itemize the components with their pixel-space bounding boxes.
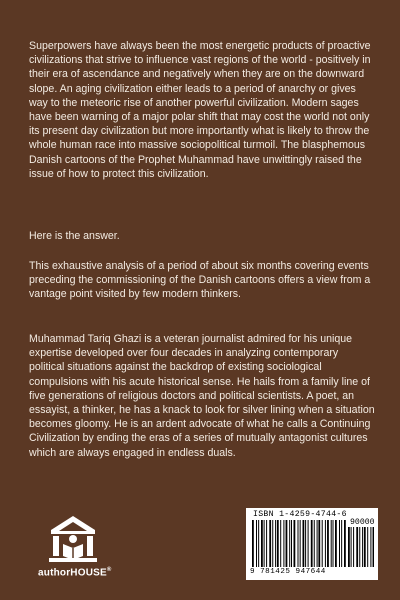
barcode-bar xyxy=(252,520,254,567)
price-code: 90000 xyxy=(350,518,375,527)
publisher-name: authorHOUSE® xyxy=(38,567,112,579)
authorhouse-building-icon xyxy=(47,514,99,564)
barcode-bar xyxy=(269,520,271,567)
barcode-bar xyxy=(341,520,342,567)
barcode-bar xyxy=(339,520,340,567)
barcode-bar xyxy=(294,520,296,567)
barcode-bar xyxy=(291,520,292,567)
barcode-bar xyxy=(353,527,354,567)
addon-barcode-bars xyxy=(348,527,374,567)
isbn-text: ISBN 1-4259-4744-6 xyxy=(253,510,347,519)
barcode-bar xyxy=(256,520,257,567)
barcode-bar xyxy=(286,520,288,567)
barcode-bar xyxy=(272,520,273,567)
barcode-bar xyxy=(370,527,371,567)
barcode-bar xyxy=(305,520,306,567)
barcode-bar xyxy=(348,527,350,567)
barcode-digits: 9 781425 947644 xyxy=(250,568,326,576)
barcode-bar xyxy=(266,520,267,567)
barcode-bar xyxy=(308,520,309,567)
barcode-bars xyxy=(252,520,346,567)
barcode-bar xyxy=(325,520,326,567)
barcode-bar xyxy=(283,520,284,567)
barcode-bar xyxy=(289,520,290,567)
barcode-bar xyxy=(362,527,363,567)
barcode-bar xyxy=(344,520,346,567)
barcode-bar xyxy=(261,520,263,567)
barcode-bar xyxy=(277,520,279,567)
isbn-barcode xyxy=(246,508,378,580)
barcode-bar xyxy=(364,527,366,567)
publisher-logo xyxy=(38,514,112,584)
barcode-bar xyxy=(303,520,305,567)
barcode-bar xyxy=(317,520,318,567)
barcode-bar xyxy=(300,520,301,567)
barcode-bar xyxy=(333,520,334,567)
barcode-bar xyxy=(298,520,299,567)
barcode-bar xyxy=(322,520,323,567)
barcode-bar xyxy=(367,527,368,567)
barcode-bar xyxy=(356,527,358,567)
barcode-bar xyxy=(258,520,259,567)
barcode-bar xyxy=(331,520,332,567)
barcode-bar xyxy=(335,520,337,567)
blurb-paragraph: Superpowers have always been the most energetic products of proactive civilizations that strive to influence vast regions of the world - positively in their era of ascendance and negatively when they are on the downward slope. An aging civilization either leads to a period of anarchy or gives way to the meteoric rise of another powerful civilization. Modern sages have been warning of a major polar shift that may cost the world not only its present day civilization but more importantly what is likely to throw the whole human race into massive sociopolitical turmoil. The blasphemous Danish cartoons of the Prophet Muhammad have unwittingly raised the issue of how to protect this civilization. xyxy=(29,40,371,180)
barcode-bar xyxy=(264,520,265,567)
barcode-bar xyxy=(314,520,315,567)
blurb-paragraph: Here is the answer. xyxy=(29,230,120,242)
barcode-bar xyxy=(311,520,313,567)
barcode-bar xyxy=(359,527,360,567)
barcode-bar xyxy=(318,520,320,567)
barcode-bar xyxy=(373,527,374,567)
blurb-paragraph: This exhaustive analysis of a period of about six months covering events preceding the commissioning of the Danish cartoons offers a view from a vantage point visited by few modern thinkers. xyxy=(29,260,371,301)
barcode-bar xyxy=(280,520,281,567)
author-bio-paragraph: Muhammad Tariq Ghazi is a veteran journalist admired for his unique expertise developed over four decades in analyzing contemporary political situations against the backdrop of existing sociological compulsions with his acute historical sense. He hails from a family line of five generations of religious doctors and political scientists. A poet, an essayist, a thinker, he has a knack to look for silver lining when a situation becomes gloomy. He is an ardent advocate of what he calls a Continuing Civilization by ending the eras of a series of mutually antagonist cultures which are always engaged in endless duals. xyxy=(29,333,375,459)
barcode-bar xyxy=(275,520,276,567)
barcode-bar xyxy=(351,527,352,567)
barcode-bar xyxy=(327,520,329,567)
